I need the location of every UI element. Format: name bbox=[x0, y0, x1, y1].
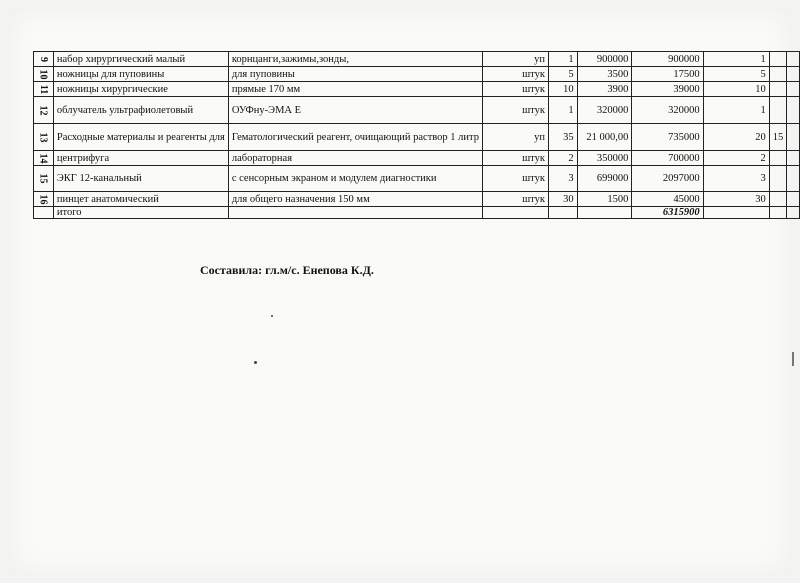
item-sum: 17500 bbox=[632, 67, 703, 82]
item-price: 699000 bbox=[577, 166, 632, 192]
item-col-10 bbox=[787, 192, 800, 207]
item-description: для пуповины bbox=[228, 67, 482, 82]
item-name: облучатель ультрафиолетовый bbox=[53, 97, 228, 124]
signature-line: Составила: гл.м/с. Енепова К.Д. bbox=[200, 263, 374, 277]
item-description: корнцанги,зажимы,зонды, bbox=[228, 52, 482, 67]
item-name: пинцет анатомический bbox=[53, 192, 228, 207]
item-price: 900000 bbox=[577, 52, 632, 67]
item-unit: уп bbox=[483, 52, 549, 67]
item-col-8: 2 bbox=[703, 151, 769, 166]
item-name: ножницы для пуповины bbox=[53, 67, 228, 82]
scan-speck bbox=[254, 361, 257, 364]
table-row bbox=[34, 124, 800, 151]
item-quantity: 35 bbox=[548, 124, 577, 151]
item-col-8: 20 bbox=[703, 124, 769, 151]
total-row bbox=[34, 207, 800, 219]
item-description: лабораторная bbox=[228, 151, 482, 166]
row-number: 15 bbox=[34, 166, 54, 192]
item-col-9 bbox=[769, 192, 787, 207]
item-col-8: 10 bbox=[703, 82, 769, 97]
item-description: Гематологический реагент, очищающий раствор 1 литр bbox=[228, 124, 482, 151]
item-unit: уп bbox=[483, 124, 549, 151]
row-number: 13 bbox=[34, 124, 54, 151]
table-row bbox=[34, 192, 800, 207]
item-sum: 700000 bbox=[632, 151, 703, 166]
item-col-10 bbox=[787, 82, 800, 97]
item-unit: штук bbox=[483, 67, 549, 82]
item-price: 1500 bbox=[577, 192, 632, 207]
item-col-8: 1 bbox=[703, 97, 769, 124]
item-sum: 39000 bbox=[632, 82, 703, 97]
row-number: 9 bbox=[34, 52, 54, 67]
item-name: Расходные материалы и реагенты для bbox=[53, 124, 228, 151]
row-number: 16 bbox=[34, 192, 54, 207]
table-row bbox=[34, 67, 800, 82]
item-quantity: 3 bbox=[548, 166, 577, 192]
item-name: центрифуга bbox=[53, 151, 228, 166]
item-price: 350000 bbox=[577, 151, 632, 166]
item-col-9 bbox=[769, 166, 787, 192]
item-sum: 900000 bbox=[632, 52, 703, 67]
item-col-8: 1 bbox=[703, 52, 769, 67]
table-row bbox=[34, 166, 800, 192]
item-col-10 bbox=[787, 97, 800, 124]
item-unit: штук bbox=[483, 82, 549, 97]
item-sum: 2097000 bbox=[632, 166, 703, 192]
item-price: 320000 bbox=[577, 97, 632, 124]
item-col-8: 5 bbox=[703, 67, 769, 82]
item-col-10 bbox=[787, 52, 800, 67]
row-number: 11 bbox=[34, 82, 54, 97]
item-unit: штук bbox=[483, 97, 549, 124]
item-price: 3900 bbox=[577, 82, 632, 97]
item-unit: штук bbox=[483, 166, 549, 192]
item-col-10 bbox=[787, 151, 800, 166]
scan-speck bbox=[792, 352, 794, 366]
table-row bbox=[34, 151, 800, 166]
table-row bbox=[34, 52, 800, 67]
item-col-9 bbox=[769, 67, 787, 82]
item-name: набор хирургический малый bbox=[53, 52, 228, 67]
item-quantity: 1 bbox=[548, 52, 577, 67]
item-price: 3500 bbox=[577, 67, 632, 82]
item-description: ОУФну-ЭМА Е bbox=[228, 97, 482, 124]
item-quantity: 1 bbox=[548, 97, 577, 124]
item-sum: 735000 bbox=[632, 124, 703, 151]
row-number: 10 bbox=[34, 67, 54, 82]
item-col-8: 30 bbox=[703, 192, 769, 207]
scan-speck bbox=[271, 315, 273, 317]
item-description: для общего назначения 150 мм bbox=[228, 192, 482, 207]
table-row bbox=[34, 97, 800, 124]
item-quantity: 2 bbox=[548, 151, 577, 166]
total-value: 6315900 bbox=[632, 207, 703, 219]
item-col-9: 15 bbox=[769, 124, 787, 151]
item-name: ЭКГ 12-канальный bbox=[53, 166, 228, 192]
item-col-9 bbox=[769, 82, 787, 97]
item-description: с сенсорным экраном и модулем диагностики bbox=[228, 166, 482, 192]
row-number: 14 bbox=[34, 151, 54, 166]
row-number: 12 bbox=[34, 97, 54, 124]
item-sum: 320000 bbox=[632, 97, 703, 124]
item-quantity: 30 bbox=[548, 192, 577, 207]
item-quantity: 10 bbox=[548, 82, 577, 97]
item-col-9 bbox=[769, 97, 787, 124]
item-col-8: 3 bbox=[703, 166, 769, 192]
item-name: ножницы хирургические bbox=[53, 82, 228, 97]
item-col-10 bbox=[787, 124, 800, 151]
item-description: прямые 170 мм bbox=[228, 82, 482, 97]
total-label: итого bbox=[53, 207, 228, 219]
item-unit: штук bbox=[483, 151, 549, 166]
item-unit: штук bbox=[483, 192, 549, 207]
item-col-10 bbox=[787, 166, 800, 192]
item-price: 21 000,00 bbox=[577, 124, 632, 151]
item-col-9 bbox=[769, 52, 787, 67]
item-col-10 bbox=[787, 67, 800, 82]
procurement-table bbox=[33, 51, 800, 219]
item-sum: 45000 bbox=[632, 192, 703, 207]
item-quantity: 5 bbox=[548, 67, 577, 82]
item-col-9 bbox=[769, 151, 787, 166]
table-row bbox=[34, 82, 800, 97]
